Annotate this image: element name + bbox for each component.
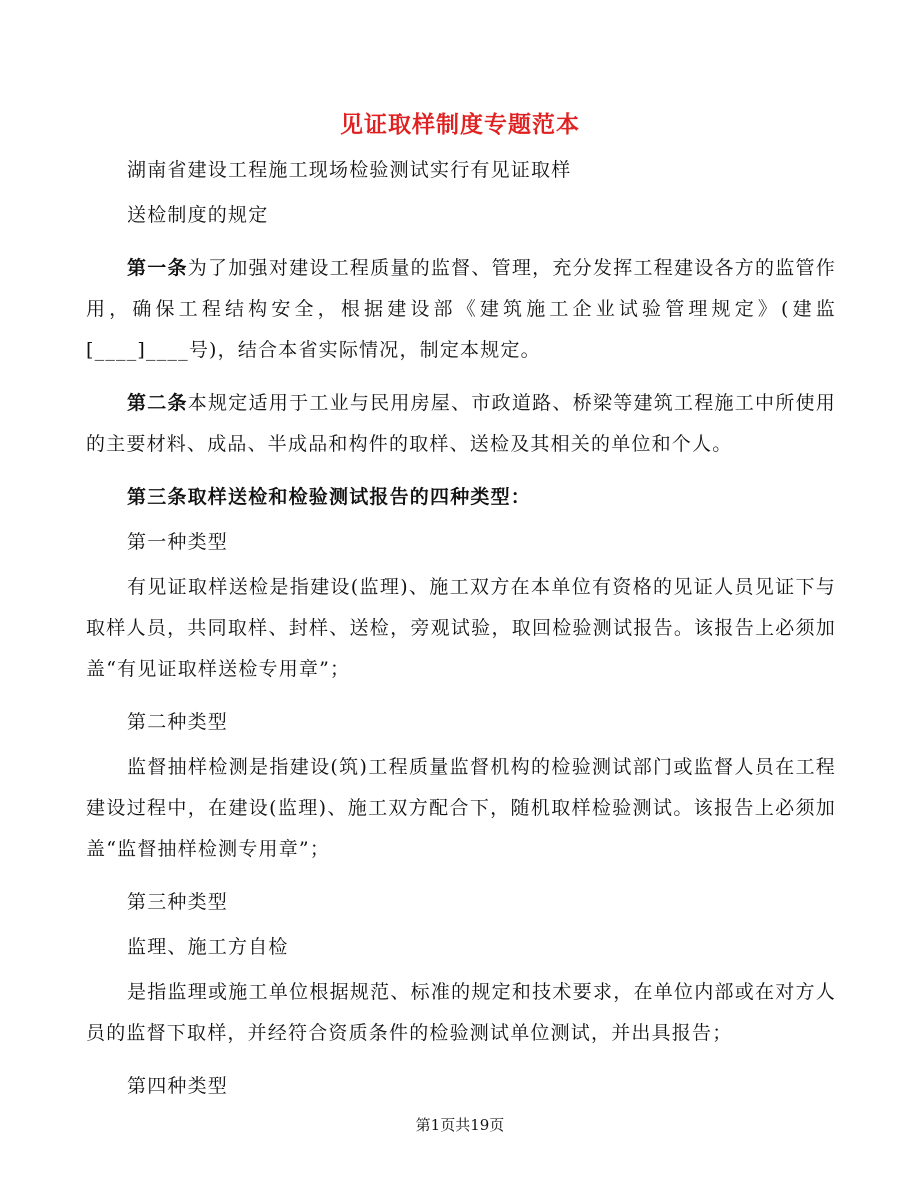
page-footer: 第1页共19页 xyxy=(415,1116,505,1134)
document-body xyxy=(86,150,836,1107)
article-1-text: 为了加强对建设工程质量的监督、管理，充分发挥工程建设各方的监管作用，确保工程结构安全，根据建设部《建筑施工企业试验管理规定》(建监[____]____号)，结合本省实际情况，制定本规定。 xyxy=(86,257,836,361)
article-2 xyxy=(86,383,836,465)
document-title: 见证取样制度专题范本 xyxy=(340,111,580,138)
type-2-heading: 第二种类型 xyxy=(127,711,229,733)
type-1-text: 有见证取样送检是指建设(监理)、施工双方在本单位有资格的见证人员见证下与取样人员，共同取样、封样、送检，旁观试验，取回检验测试报告。该报告上必须加盖“有见证取样送检专用章”； xyxy=(86,576,836,680)
paragraph-intro-1: 湖南省建设工程施工现场检验测试实行有见证取样 xyxy=(127,159,572,181)
type-3-text: 是指监理或施工单位根据规范、标准的规定和技术要求，在单位内部或在对方人员的监督下取样，并经符合资质条件的检验测试单位测试，并出具报告； xyxy=(86,981,836,1044)
type-4-heading: 第四种类型 xyxy=(127,1075,229,1097)
article-2-text: 本规定适用于工业与民用房屋、市政道路、桥梁等建筑工程施工中所使用的主要材料、成品、半成品和构件的取样、送检及其相关的单位和个人。 xyxy=(86,392,836,455)
article-1-label: 第一条 xyxy=(127,257,188,279)
type-3-subheading: 监理、施工方自检 xyxy=(127,936,289,958)
type-2-text: 监督抽样检测是指建设(筑)工程质量监督机构的检验测试部门或监督人员在工程建设过程中，在建设(监理)、施工双方配合下，随机取样检验测试。该报告上必须加盖“监督抽样检测专用章”； xyxy=(86,756,836,860)
type-1-heading: 第一种类型 xyxy=(127,531,229,553)
article-3: 第三条取样送检和检验测试报告的四种类型： xyxy=(127,486,532,508)
type-3-heading: 第三种类型 xyxy=(127,891,229,913)
paragraph-intro-2: 送检制度的规定 xyxy=(127,204,269,226)
article-2-label: 第二条 xyxy=(127,392,188,414)
article-1 xyxy=(86,248,836,371)
